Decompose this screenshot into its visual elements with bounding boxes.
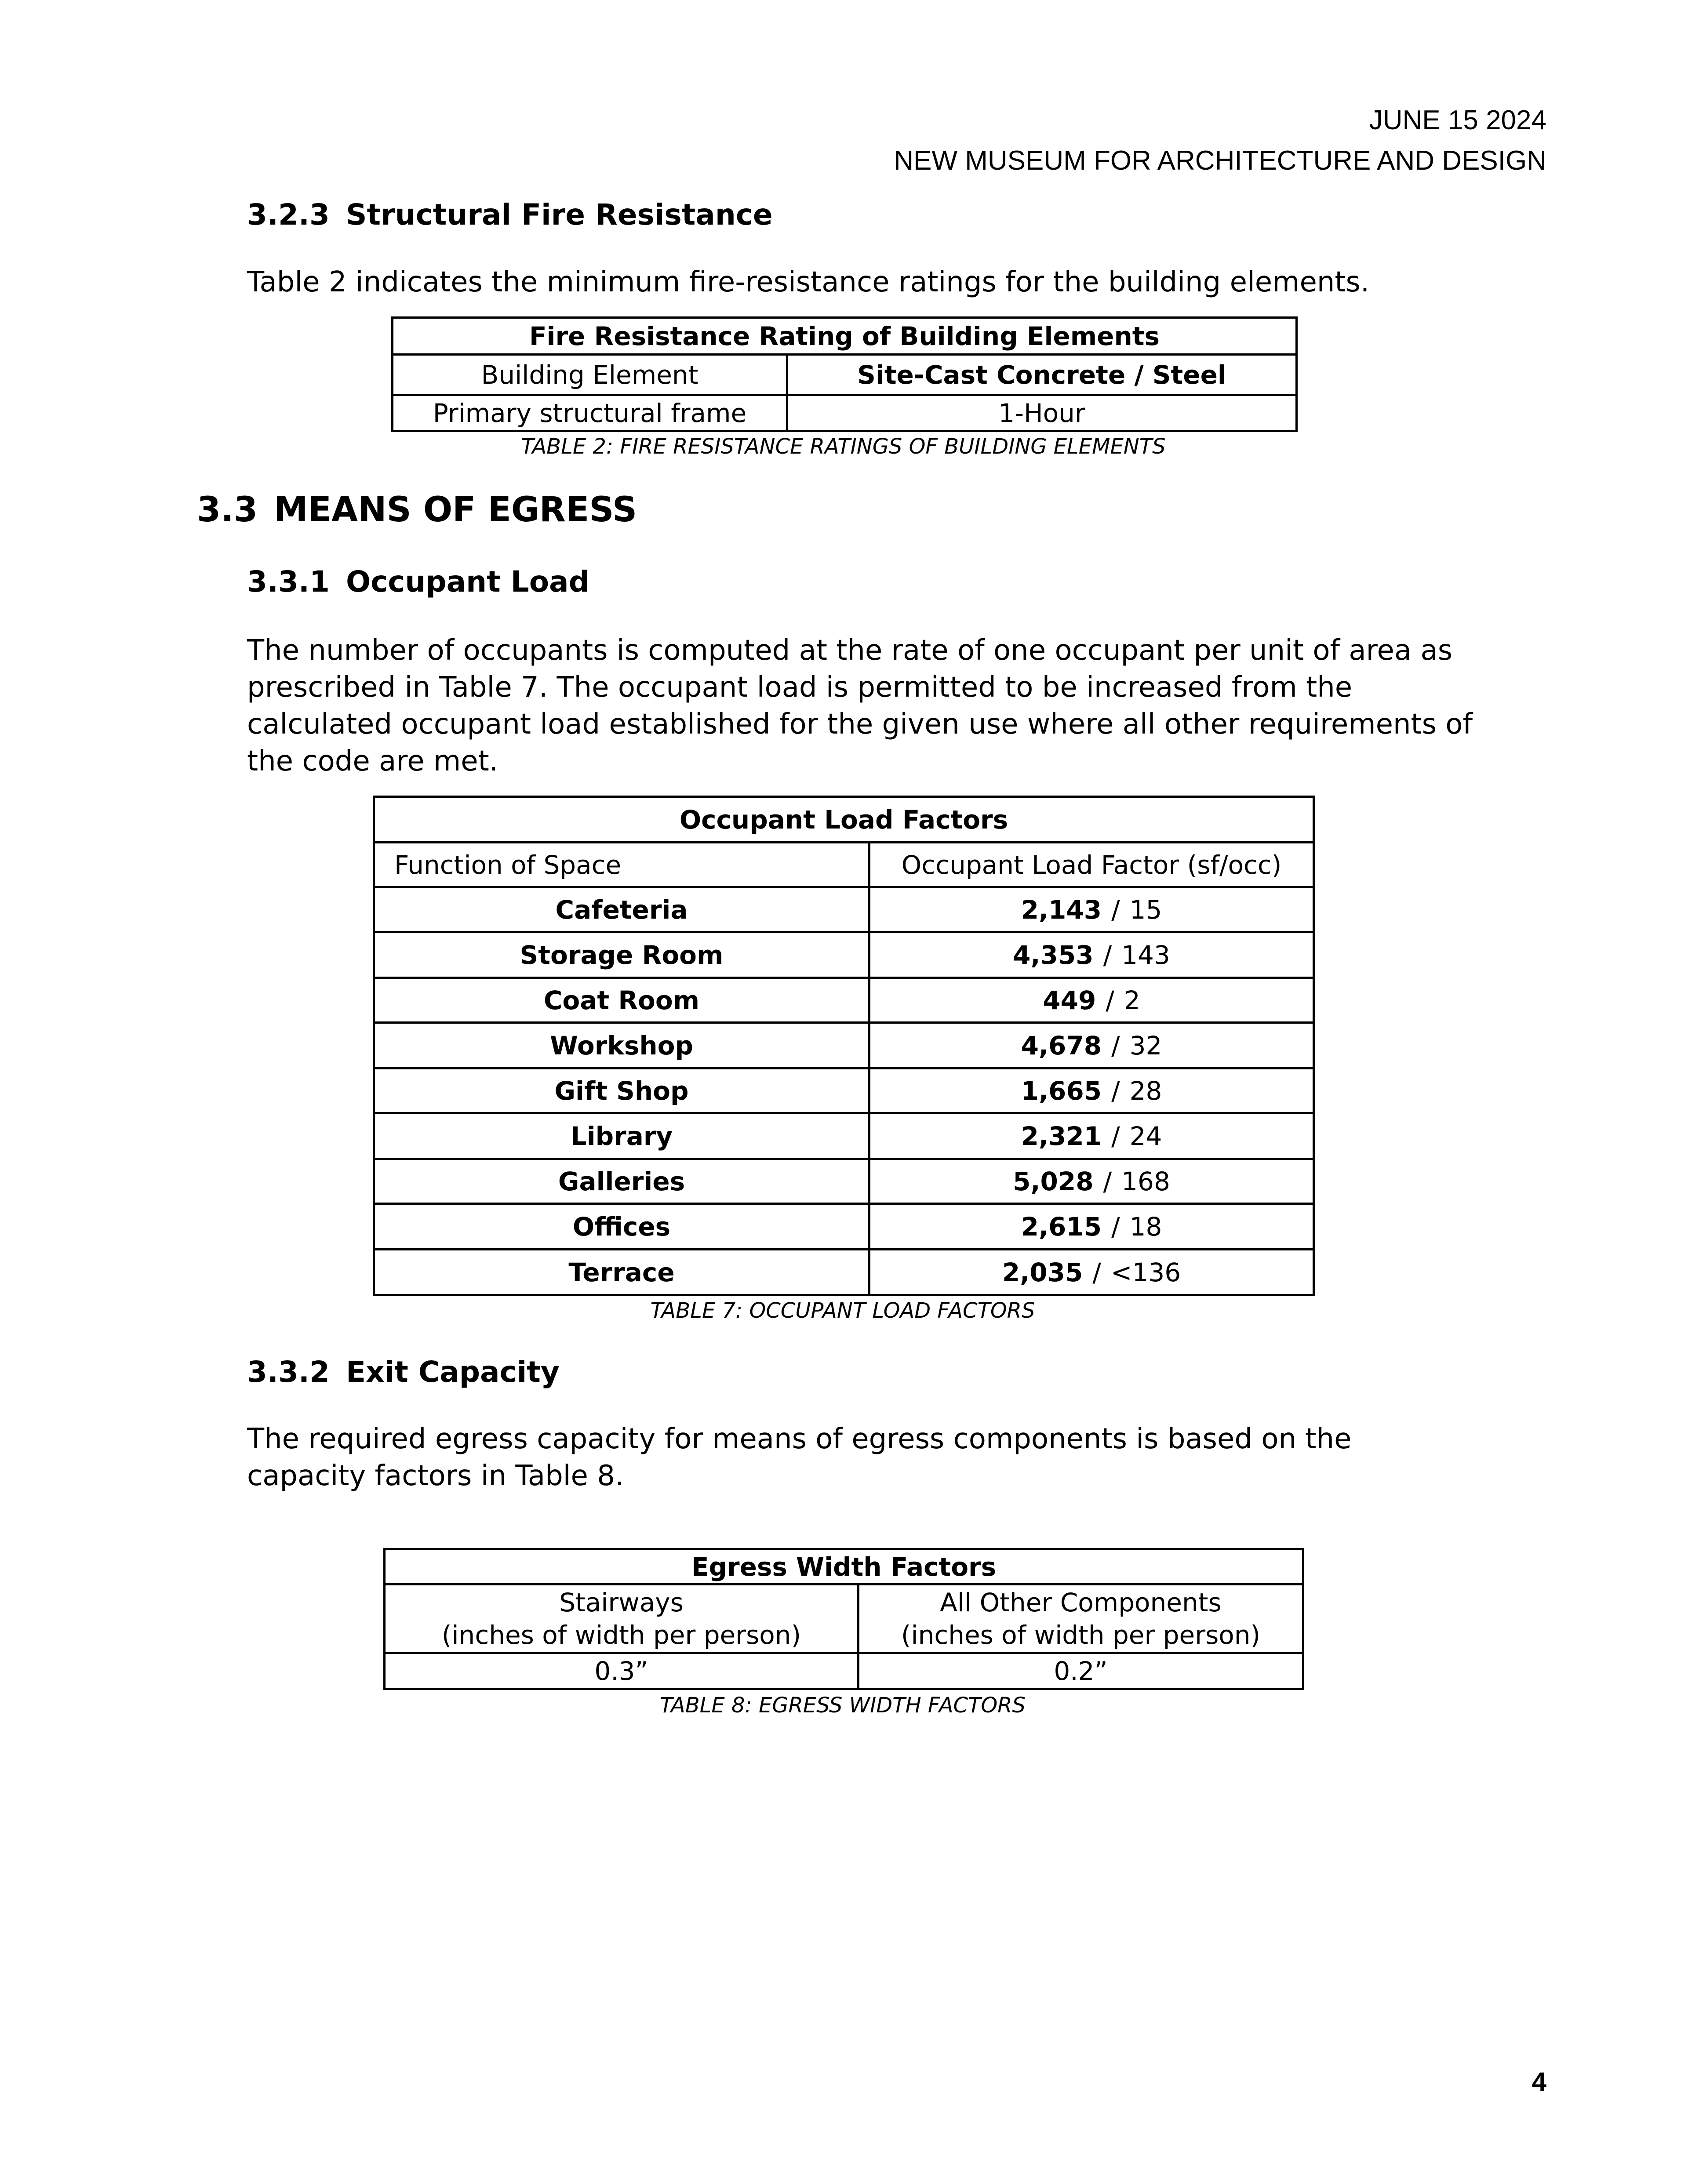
cell-load-factor (869, 978, 1314, 1023)
header-line: (inches of width per person) (901, 1620, 1261, 1650)
column-header-other-components (859, 1584, 1303, 1653)
section-heading-3-3 (197, 490, 637, 530)
separator: / (1092, 1257, 1101, 1287)
occupant-factor-value: 143 (1121, 940, 1170, 970)
cell-function-of-space: Cafeteria (374, 887, 869, 932)
floor-area-value: 2,035 (1002, 1257, 1083, 1287)
floor-area-value: 2,321 (1021, 1121, 1102, 1151)
table-row (374, 978, 1314, 1023)
cell-function-of-space: Gift Shop (374, 1068, 869, 1113)
paragraph-exit-capacity: The required egress capacity for means of egress components is based on the capacity factors in Table 8. (247, 1423, 1352, 1492)
occupant-factor-value: 32 (1129, 1030, 1162, 1061)
section-number: 3.2.3 (247, 198, 330, 232)
table-title-row (385, 1549, 1303, 1584)
section-title: MEANS OF EGRESS (274, 490, 637, 530)
table-row (393, 395, 1297, 431)
separator: / (1103, 1166, 1112, 1196)
header-line: (inches of width per person) (441, 1620, 801, 1650)
table-row (374, 1023, 1314, 1068)
floor-area-value: 4,353 (1013, 940, 1094, 970)
cell-function-of-space: Terrace (374, 1250, 869, 1295)
section-heading-3-2-3 (247, 198, 773, 232)
cell-load-factor (869, 1068, 1314, 1113)
table-header-row (385, 1584, 1303, 1653)
floor-area-value: 449 (1043, 985, 1096, 1015)
separator: / (1103, 940, 1112, 970)
cell-load-factor (869, 1023, 1314, 1068)
separator: / (1111, 1211, 1120, 1242)
occupant-factor-value: 18 (1129, 1211, 1162, 1242)
table-title: Occupant Load Factors (374, 797, 1314, 843)
table-2-caption: TABLE 2: FIRE RESISTANCE RATINGS OF BUILDING ELEMENTS (521, 434, 1166, 459)
header-date: JUNE 15 2024 (1369, 105, 1546, 135)
section-title: Exit Capacity (346, 1355, 560, 1389)
cell-stairways-value: 0.3” (385, 1653, 859, 1689)
floor-area-value: 1,665 (1021, 1076, 1102, 1106)
table-row (374, 1204, 1314, 1250)
occupant-factor-value: <136 (1110, 1257, 1181, 1287)
cell-load-factor (869, 1113, 1314, 1159)
section-number: 3.3.2 (247, 1355, 330, 1389)
page-number: 4 (1532, 2067, 1546, 2097)
table-row (374, 1250, 1314, 1295)
header-line: All Other Components (940, 1587, 1222, 1617)
column-header-building-element: Building Element (393, 355, 787, 395)
cell-load-factor (869, 887, 1314, 932)
paragraph-fire-resistance: Table 2 indicates the minimum fire-resistance ratings for the building elements. (247, 266, 1370, 298)
table-row (385, 1653, 1303, 1689)
cell-function-of-space: Workshop (374, 1023, 869, 1068)
table-header-row (374, 843, 1314, 887)
separator: / (1111, 1030, 1120, 1061)
table-title-row (393, 318, 1297, 355)
column-header-load-factor: Occupant Load Factor (sf/occ) (869, 843, 1314, 887)
occupant-factor-value: 168 (1121, 1166, 1170, 1196)
cell-fire-rating: 1-Hour (787, 395, 1297, 431)
fire-resistance-table (391, 316, 1298, 432)
table-header-row (393, 355, 1297, 395)
separator: / (1111, 894, 1120, 925)
separator: / (1111, 1121, 1120, 1151)
floor-area-value: 5,028 (1013, 1166, 1094, 1196)
column-header-construction-type: Site-Cast Concrete / Steel (787, 355, 1297, 395)
table-row (374, 1159, 1314, 1204)
header-line: Stairways (559, 1587, 684, 1617)
table-7-caption: TABLE 7: OCCUPANT LOAD FACTORS (650, 1298, 1035, 1323)
paragraph-occupant-load: The number of occupants is computed at the rate of one occupant per unit of area as prescribed in Table 7. The occupant load is permitted to be increased from the calculated occupant load established for the given use where all other requirements of the code are met. (247, 634, 1473, 778)
cell-other-components-value: 0.2” (859, 1653, 1303, 1689)
cell-function-of-space: Offices (374, 1204, 869, 1250)
floor-area-value: 2,615 (1021, 1211, 1102, 1242)
table-title: Fire Resistance Rating of Building Elements (393, 318, 1297, 355)
floor-area-value: 4,678 (1021, 1030, 1102, 1061)
section-heading-3-3-1 (247, 565, 589, 599)
cell-function-of-space: Coat Room (374, 978, 869, 1023)
cell-function-of-space: Library (374, 1113, 869, 1159)
table-row (374, 887, 1314, 932)
cell-load-factor (869, 1250, 1314, 1295)
occupant-load-table (373, 796, 1315, 1296)
table-row (374, 1068, 1314, 1113)
cell-load-factor (869, 1159, 1314, 1204)
cell-function-of-space: Storage Room (374, 932, 869, 978)
column-header-stairways (385, 1584, 859, 1653)
floor-area-value: 2,143 (1021, 894, 1102, 925)
cell-load-factor (869, 1204, 1314, 1250)
occupant-factor-value: 2 (1124, 985, 1140, 1015)
section-number: 3.3.1 (247, 565, 330, 599)
table-title-row (374, 797, 1314, 843)
separator: / (1111, 1076, 1120, 1106)
column-header-function-of-space: Function of Space (374, 843, 869, 887)
separator: / (1106, 985, 1114, 1015)
occupant-factor-value: 15 (1129, 894, 1162, 925)
cell-load-factor (869, 932, 1314, 978)
section-heading-3-3-2 (247, 1355, 560, 1389)
occupant-load-rows (374, 887, 1314, 1295)
table-8-caption: TABLE 8: EGRESS WIDTH FACTORS (660, 1693, 1026, 1718)
cell-building-element: Primary structural frame (393, 395, 787, 431)
section-title: Occupant Load (346, 565, 589, 599)
section-title: Structural Fire Resistance (346, 198, 773, 232)
occupant-factor-value: 24 (1129, 1121, 1162, 1151)
table-row (374, 932, 1314, 978)
table-title: Egress Width Factors (385, 1549, 1303, 1584)
egress-width-table (383, 1548, 1304, 1690)
table-row (374, 1113, 1314, 1159)
section-number: 3.3 (197, 490, 258, 530)
cell-function-of-space: Galleries (374, 1159, 869, 1204)
occupant-factor-value: 28 (1129, 1076, 1162, 1106)
header-project-title: NEW MUSEUM FOR ARCHITECTURE AND DESIGN (894, 145, 1546, 176)
